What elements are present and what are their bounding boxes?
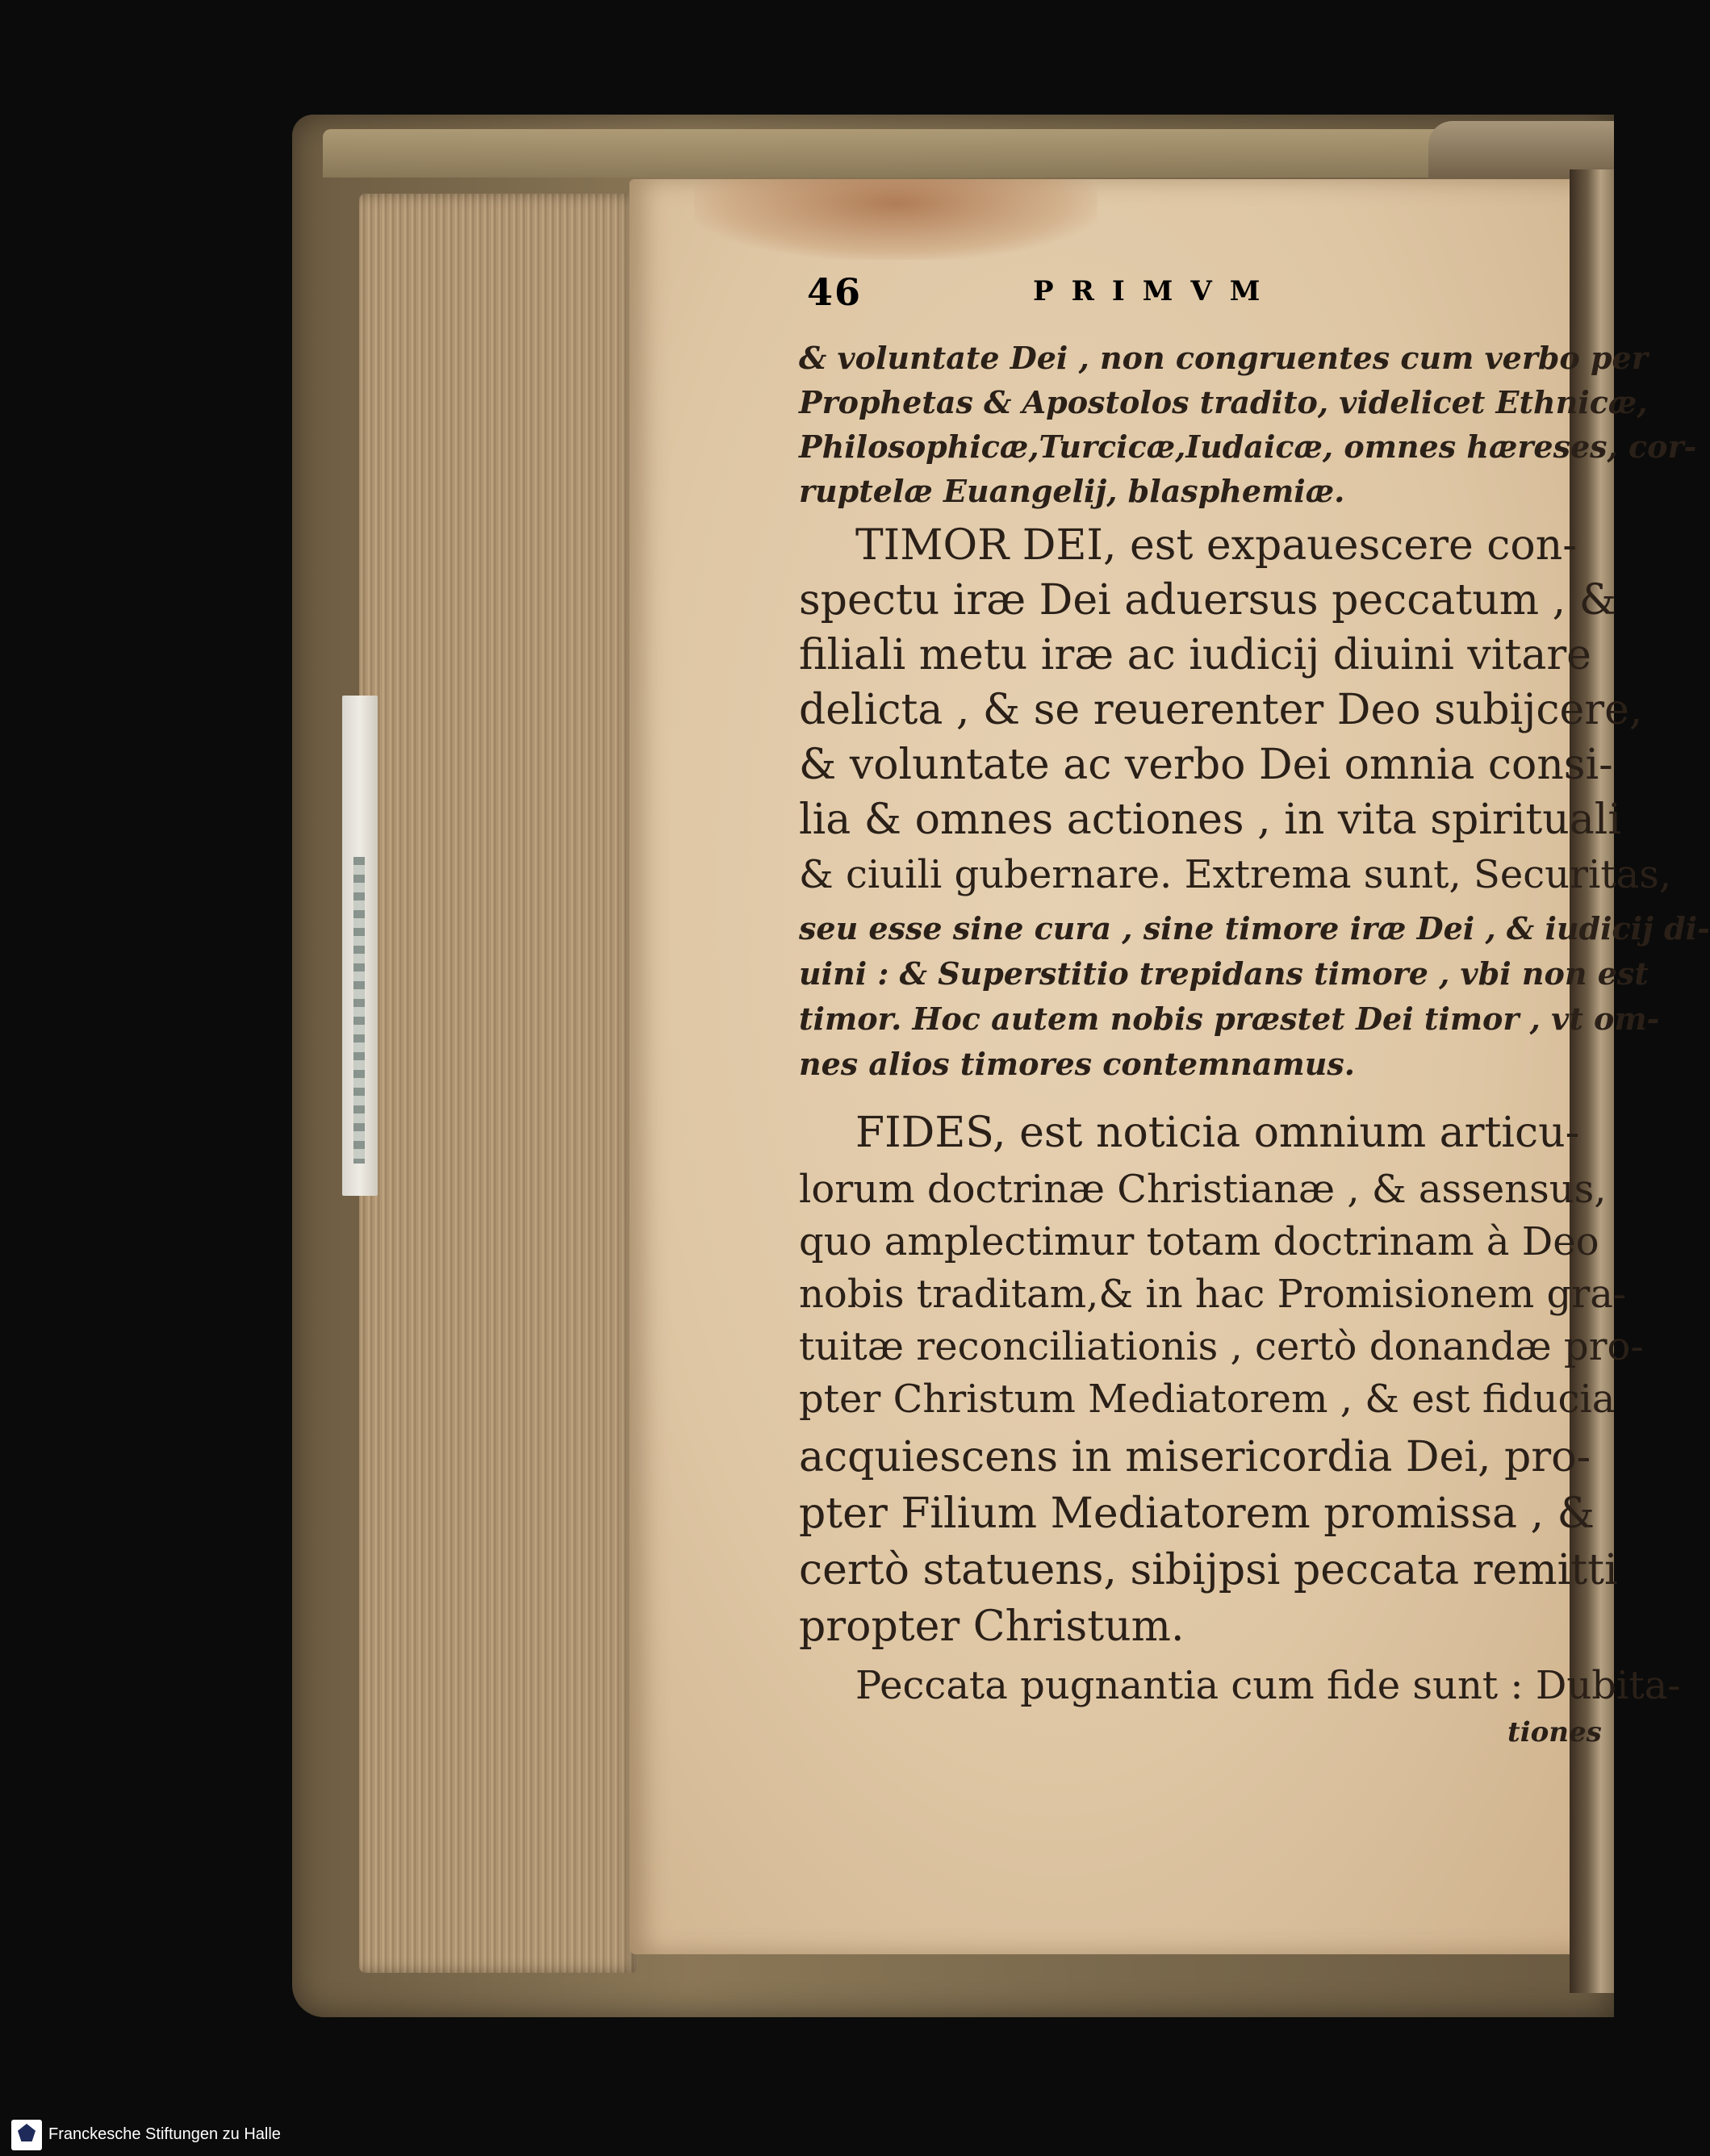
text-line-7: filiali metu iræ ac iudicij diuini vitare (799, 631, 1591, 679)
text-line-16: FIDES, est noticia omnium articu- (855, 1109, 1580, 1157)
running-head: PRIMVM (1033, 275, 1278, 307)
bookmark-strip (342, 696, 378, 1196)
text-line-24: certò statuens, sibijpsi peccata remitti (799, 1546, 1618, 1594)
page-number: 46 (807, 270, 863, 314)
text-line-14: timor. Hoc autem nobis præstet Dei timor , vt om- (799, 1001, 1660, 1037)
text-line-13: uini : & Superstitio trepidans timore , vbi non est (799, 955, 1649, 992)
text-line-23: pter Filium Mediatorem promissa , & (799, 1490, 1595, 1538)
text-line-19: nobis traditam,& in hac Promisionem gra- (799, 1272, 1627, 1317)
text-line-10: lia & omnes actiones , in vita spirituali (799, 796, 1622, 844)
text-line-5: TIMOR DEI, est expauescere con- (855, 521, 1577, 570)
institution-name: Franckesche Stiftungen zu Halle (48, 2125, 281, 2143)
text-line-25: propter Christum. (799, 1602, 1185, 1651)
page-stack (359, 194, 638, 1973)
page-header (807, 270, 1372, 319)
water-stain (694, 179, 1097, 260)
text-line-11: & ciuili gubernare. Extrema sunt, Securitas, (799, 852, 1672, 897)
text-line-22: acquiescens in misericordia Dei, pro- (799, 1433, 1591, 1481)
text-line-17: lorum doctrinæ Christianæ , & assensus, (799, 1167, 1607, 1212)
logo-emblem (18, 2124, 36, 2141)
text-line-20: tuitæ reconciliationis , certò donandæ pro- (799, 1324, 1644, 1369)
catchword: tiones (1507, 1716, 1602, 1749)
text-line-8: delicta , & se reuerenter Deo subijcere, (799, 686, 1643, 734)
text-line-18: quo amplectimur totam doctrinam à Deo (799, 1219, 1599, 1264)
text-line-6: spectu iræ Dei aduersus peccatum , & (799, 576, 1616, 625)
cover-top-edge (323, 129, 1614, 178)
text-line-1: & voluntate Dei , non congruentes cum verbo per (799, 340, 1648, 376)
text-line-21: pter Christum Mediatorem , & est fiducia (799, 1377, 1616, 1422)
text-line-9: & voluntate ac verbo Dei omnia consi- (799, 741, 1613, 789)
text-line-4: ruptelæ Euangelij, blasphemiæ. (799, 473, 1345, 509)
francke-foundations-logo-icon (11, 2120, 42, 2150)
text-line-12: seu esse sine cura , sine timore iræ Dei , & iudicij di- (799, 910, 1710, 946)
text-line-26: Peccata pugnantia cum fide sunt : Dubita- (855, 1663, 1681, 1708)
text-line-3: Philosophicæ,Turcicæ,Iudaicæ, omnes hæreses, cor- (799, 428, 1697, 465)
text-line-2: Prophetas & Apostolos tradito, videlicet Ethnicæ, (799, 384, 1648, 420)
text-line-15: nes alios timores contemnamus. (799, 1046, 1356, 1082)
